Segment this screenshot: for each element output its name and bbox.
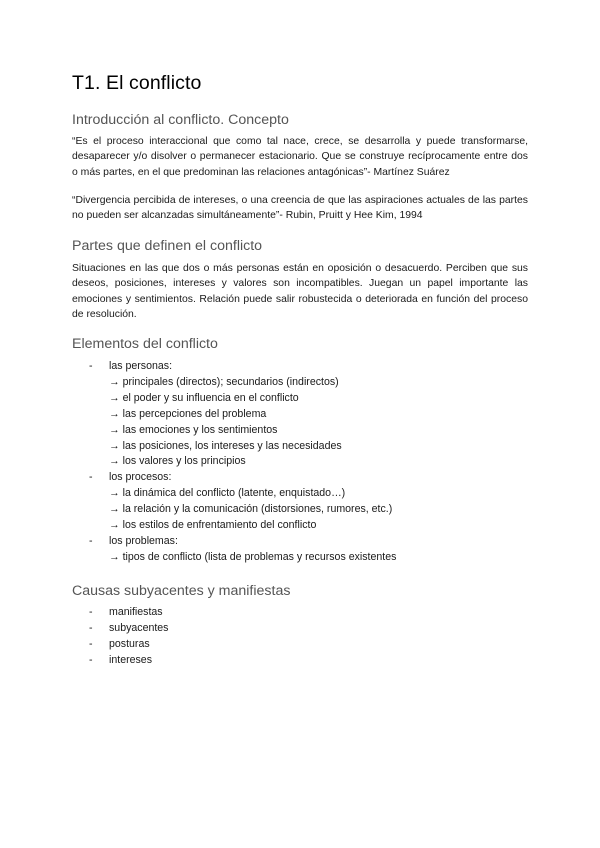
dash-bullet: - <box>89 637 93 650</box>
arrow-icon: → <box>109 407 120 420</box>
dash-bullet: - <box>89 471 93 484</box>
sub-item: → tipos de conflicto (lista de problemas y recursos existentes <box>109 550 397 563</box>
sub-item: → la dinámica del conflicto (latente, enquistado…) <box>109 487 346 500</box>
list-item-procesos <box>72 470 528 534</box>
list-item: - manifiestas <box>72 605 528 621</box>
quote-martinez-suarez: “Es el proceso interaccional que como tal nace, crece, se desarrolla y puede transformarse, desaparecer y/o disolver o permanecer estacionario. Que se construye recíprocamente entre dos o más partes, en el que predominan las relaciones antagónicas”- Martínez Suárez <box>72 136 528 178</box>
sub-item: → las percepciones del problema <box>109 407 267 420</box>
arrow-icon: → <box>109 487 120 500</box>
section-heading-causas: Causas subyacentes y manifiestas <box>72 583 291 599</box>
sub-item: → las posiciones, los intereses y las necesidades <box>109 439 342 452</box>
list-item: - intereses <box>72 653 528 669</box>
section-heading-elementos: Elementos del conflicto <box>72 336 218 352</box>
partes-paragraph: Situaciones en las que dos o más personas están en oposición o desacuerdo. Perciben que sus deseos, posiciones, intereses y valores son incompatibles. Juegan un papel importante las emociones y sentimientos. Relación puede salir robustecida o deteriorada en función del proceso de resolución. <box>72 263 528 320</box>
section-heading-intro: Introducción al conflicto. Concepto <box>72 112 289 128</box>
arrow-icon: → <box>109 391 120 404</box>
causas-list <box>72 605 528 669</box>
list-item-label: los problemas: <box>109 534 178 547</box>
arrow-icon: → <box>109 519 120 532</box>
sub-item: → las emociones y los sentimientos <box>109 423 278 436</box>
sub-item: → los estilos de enfrentamiento del conflicto <box>109 519 317 532</box>
quote-rubin-pruitt: “Divergencia percibida de intereses, o una creencia de que las aspiraciones actuales de las partes no pueden ser alcanzadas simultáneamente”- Rubin, Pruitt y Hee Kim, 1994 <box>72 195 528 222</box>
list-item-label: las personas: <box>109 360 173 372</box>
arrow-icon: → <box>109 550 120 563</box>
arrow-icon: → <box>109 423 120 436</box>
dash-bullet: - <box>89 534 93 547</box>
list-item: - subyacentes <box>72 621 528 637</box>
dash-bullet: - <box>89 606 93 618</box>
sub-item: → los valores y los principios <box>109 455 246 468</box>
list-item-label: los procesos: <box>109 471 172 484</box>
list-item-problemas <box>72 534 528 566</box>
sub-item: → principales (directos); secundarios (indirectos) <box>109 375 339 388</box>
arrow-icon: → <box>109 439 120 452</box>
list-item-personas <box>72 359 528 470</box>
arrow-icon: → <box>109 503 120 516</box>
list-item: - posturas <box>72 637 528 653</box>
dash-bullet: - <box>89 360 93 372</box>
arrow-icon: → <box>109 375 120 388</box>
dash-bullet: - <box>89 621 93 634</box>
arrow-icon: → <box>109 455 120 468</box>
page-title: T1. El conflicto <box>72 72 202 94</box>
dash-bullet: - <box>89 653 93 666</box>
elementos-list <box>72 359 528 566</box>
section-heading-partes: Partes que definen el conflicto <box>72 238 263 254</box>
sub-item: → la relación y la comunicación (distorsiones, rumores, etc.) <box>109 503 393 516</box>
sub-item: → el poder y su influencia en el conflicto <box>109 391 299 404</box>
